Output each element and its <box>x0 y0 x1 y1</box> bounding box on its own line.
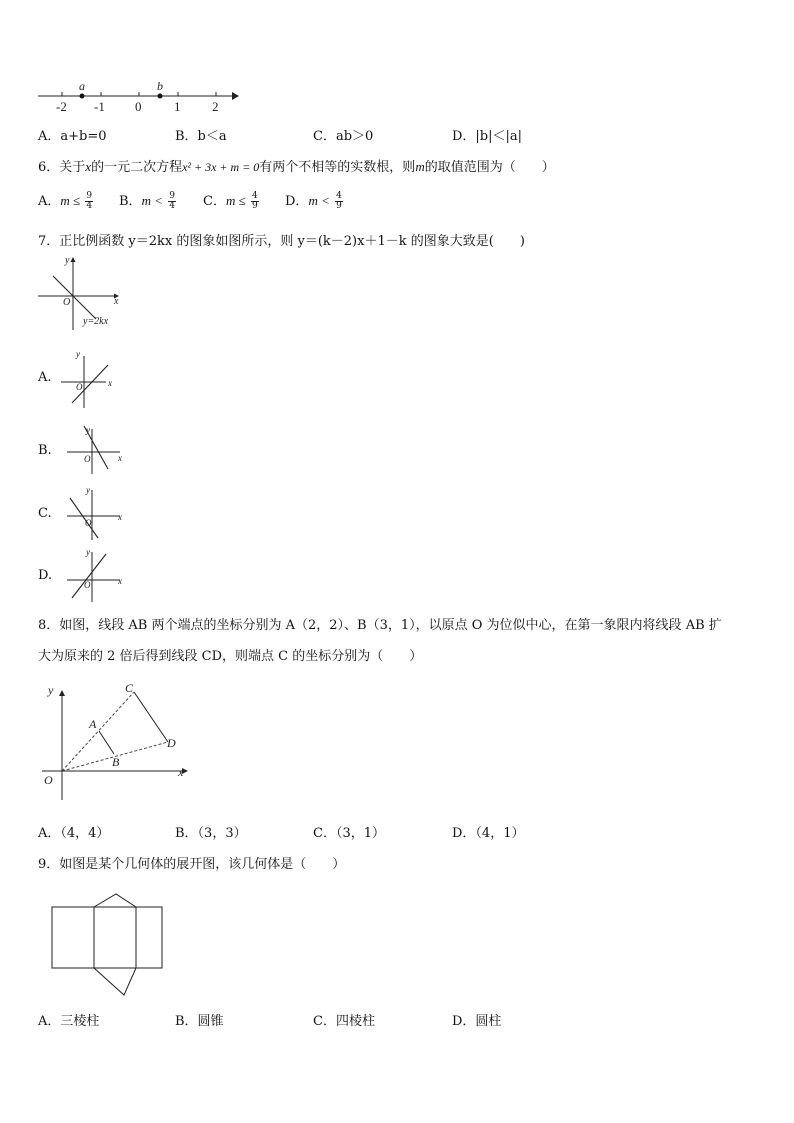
q6-option-c[interactable] <box>203 190 259 211</box>
q7-option-c-label[interactable]: C. <box>38 506 52 521</box>
net-top-triangle <box>94 894 136 907</box>
q8-stem-line1: 8．如图，线段 AB 两个端点的坐标分别为 A（2，2）、B（3，1），以原点 O 为位似中心，在第一象限内将线段 AB 扩 <box>38 618 722 633</box>
tick-label: 0 <box>135 99 142 114</box>
q6-var-x: x <box>85 159 92 174</box>
q8-stem-line2: 大为原来的 2 倍后得到线段 CD，则端点 C 的坐标分别为（ ） <box>38 649 423 664</box>
origin-label: O <box>84 454 91 464</box>
point-b <box>158 94 163 99</box>
number-line-figure <box>34 78 240 118</box>
y-axis-label: y <box>86 485 90 495</box>
origin-label: O <box>76 382 83 392</box>
net-right-rectangle <box>136 907 162 968</box>
q5-option-c[interactable]: C．ab＞0 <box>313 129 374 144</box>
tick-label: -1 <box>94 99 105 114</box>
q9-stem: 9．如图是某个几何体的展开图，该几何体是（ ） <box>38 857 346 872</box>
q7-option-d-graph[interactable] <box>64 546 126 604</box>
tick-label: 1 <box>174 99 181 114</box>
origin-label: O <box>63 297 71 308</box>
option-lhs: m ≤ <box>60 193 84 208</box>
q6-stem-pre: 6．关于 <box>38 160 86 175</box>
q7-option-c-graph[interactable] <box>64 484 126 542</box>
net-middle-rectangle <box>94 907 136 968</box>
option-letter: C． <box>203 194 226 209</box>
segment-ab <box>99 731 114 754</box>
option-letter: B． <box>119 194 142 209</box>
q8-option-a[interactable]: A．（4，4） <box>38 826 110 841</box>
option-lhs: m < <box>308 193 334 208</box>
y-axis-label: y <box>48 683 54 697</box>
q8-option-d[interactable]: D．（4，1） <box>452 826 525 841</box>
q6-stem-post2: 的取值范围为（ ） <box>424 160 555 175</box>
y-axis-label: y <box>86 425 90 435</box>
tick-label: 2 <box>212 99 219 114</box>
q6-option-b[interactable] <box>119 190 176 211</box>
q6-equation: x² + 3x + m = 0 <box>182 160 260 174</box>
x-axis-label: x <box>178 765 184 779</box>
q5-option-b[interactable]: B．b＜a <box>175 129 227 144</box>
point-d-label: D <box>167 736 176 750</box>
q7-main-graph <box>36 254 126 332</box>
x-axis-label: x <box>114 296 119 307</box>
y-axis-label: y <box>65 255 70 266</box>
point-c-label: C <box>125 681 134 695</box>
graph-line <box>70 498 98 538</box>
tick-label: -2 <box>56 99 67 114</box>
option-fraction: $\frac{9}{4}$ <box>169 191 175 211</box>
option-lhs: m < <box>141 193 167 208</box>
option-lhs: m ≤ <box>225 193 249 208</box>
y-axis-arrow <box>59 690 65 696</box>
origin-label: O <box>85 518 92 528</box>
dashed-line-oc <box>62 692 134 771</box>
q6-var-m: m <box>415 159 425 174</box>
x-axis-label: x <box>118 576 122 586</box>
q7-option-b-label[interactable]: B. <box>38 443 52 458</box>
point-b-label: b <box>157 79 163 93</box>
segment-cd <box>134 692 168 742</box>
y-axis-label: y <box>76 349 80 359</box>
q5-option-d[interactable]: D．|b|＜|a| <box>452 129 523 144</box>
option-letter: D． <box>285 194 309 209</box>
q7-stem: 7．正比例函数 y＝2kx 的图象如图所示，则 y＝(k－2)x＋1－k 的图象大致是( ) <box>38 234 525 249</box>
q9-option-b[interactable]: B．圆锥 <box>175 1014 224 1029</box>
q7-option-a-label[interactable]: A. <box>38 370 52 385</box>
q8-figure <box>36 678 196 804</box>
q7-option-b-graph[interactable] <box>64 424 126 476</box>
q9-net-figure <box>50 892 166 998</box>
q6-option-a[interactable] <box>38 190 93 211</box>
q6-stem-post1: 有两个不相等的实数根，则 <box>259 160 416 175</box>
option-fraction: $\frac{4}{9}$ <box>336 191 342 211</box>
q6-option-d[interactable] <box>285 190 343 211</box>
point-a <box>80 94 85 99</box>
q8-option-c[interactable]: C．（3，1） <box>313 826 385 841</box>
net-left-rectangle <box>52 907 94 968</box>
y-axis-label: y <box>86 547 90 557</box>
q9-option-d[interactable]: D．圆柱 <box>452 1014 502 1029</box>
y-axis-arrow <box>71 257 76 262</box>
x-axis-label: x <box>118 512 122 522</box>
x-axis-label: x <box>108 378 112 388</box>
origin-label: O <box>44 773 53 787</box>
q7-option-a-graph[interactable] <box>58 348 120 410</box>
net-bottom-triangle <box>94 968 136 995</box>
q6-stem <box>38 156 555 175</box>
graph-line <box>53 276 96 319</box>
option-fraction: $\frac{4}{9}$ <box>251 191 258 211</box>
q9-option-c[interactable]: C．四棱柱 <box>313 1014 375 1029</box>
x-axis-label: x <box>118 453 122 463</box>
q9-option-a[interactable]: A．三棱柱 <box>38 1014 100 1029</box>
q6-stem-mid: 的一元二次方程 <box>91 160 183 175</box>
option-letter: A． <box>38 194 61 209</box>
point-a-label: a <box>79 79 85 93</box>
q8-option-b[interactable]: B．（3，3） <box>175 826 247 841</box>
origin-label: O <box>84 580 91 590</box>
line-label: y=2kx <box>83 316 109 327</box>
number-line-arrow <box>232 92 239 100</box>
option-fraction: $\frac{9}{4}$ <box>86 191 93 211</box>
point-b-label: B <box>112 755 120 769</box>
q7-option-d-label[interactable]: D. <box>38 568 53 583</box>
point-a-label: A <box>89 717 97 731</box>
q5-option-a[interactable]: A．a+b=0 <box>38 129 107 144</box>
graph-line <box>72 554 106 598</box>
